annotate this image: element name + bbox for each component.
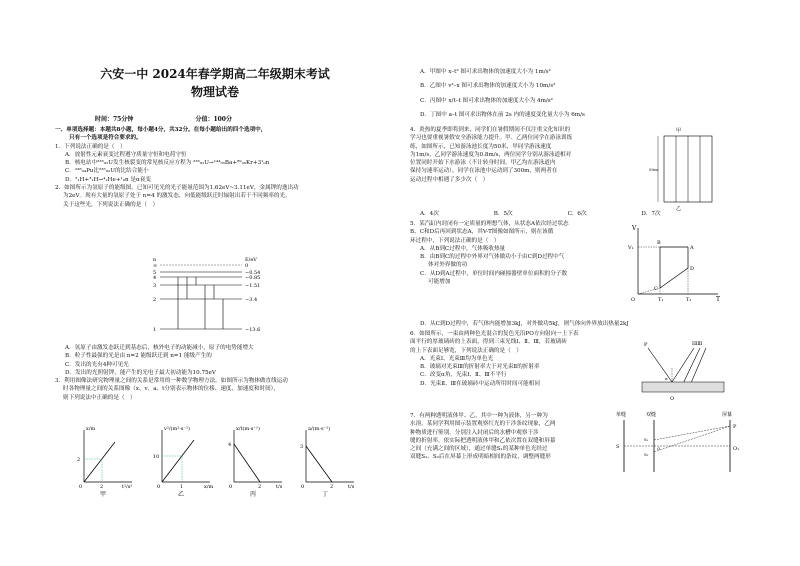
q3-stem-2: 时各物理量之间的关系图像（x、v、a、t分别表示物体的位移、速度、加速度和时间）， (63, 386, 280, 393)
energy-level-n: 1 (153, 327, 157, 333)
svg-text:2: 2 (258, 484, 262, 490)
double-slit-diagram (612, 410, 752, 480)
n-axis-label: n (153, 257, 157, 263)
screen-label: 屏幕 (722, 412, 733, 418)
svg-text:3: 3 (300, 444, 304, 450)
q2-stem-1: 2．如图所示为氢原子的能级图，已知可见光的光子能量范围为1.62eV~3.11eV，金属钾的逸出功 (55, 185, 299, 192)
q2-option-c: C．发出的光有4种可见光 (65, 361, 129, 368)
t1-label: T₁ (658, 297, 664, 302)
q5-line-3: 环过程中，下列说法正确的是（ ） (410, 237, 500, 244)
q6-line-1: 6．如图所示，一束由两种色光混合的复色光沿PO方向射向一上下表 (410, 331, 579, 337)
q7-line-4: 缝的折射率，依实际把透明液体甲和乙依次置在双缝和屏幕 (410, 437, 556, 444)
svg-text:2: 2 (77, 457, 81, 463)
graph-bing (228, 425, 283, 497)
q3-stem-1: 3．利用图像法研究物理量之间的关系是常用的一种数学物理方法。如图所示为物体做直线运动 (55, 378, 288, 385)
q1-option-c: C．²³⁸₉₄Pu比²³⁵₉₂U的比结合能小 (65, 168, 149, 175)
left-column (55, 126, 373, 209)
q7-block (410, 412, 615, 462)
ray-labels: ⅠⅡⅢ (692, 341, 703, 347)
source-s-label: S (616, 444, 620, 450)
v1-label: V₁ (628, 245, 634, 251)
q5-option-c-cont: 可能增加 (428, 279, 451, 286)
q5-block (410, 220, 620, 286)
q2-option-b: B．粒子性最强的光是由 n=2 能级跃迁到 n=1 能级产生的 (65, 353, 212, 360)
point-o-7: O (657, 446, 661, 451)
energy-level-value: −0.54 (245, 270, 261, 276)
slit-s2-label: S₂ (644, 452, 649, 457)
graph-ding (300, 425, 355, 497)
q3-stem-3: 则下列说法中正确的是（ ） (63, 394, 136, 401)
q4-line-2: 学习也要重视暑假安全游泳能力提升。甲、乙两位同学在游泳训练 (410, 135, 573, 142)
energy-level-diagram (150, 255, 280, 335)
pool-length: 50m (649, 167, 658, 172)
svg-text:0: 0 (79, 484, 83, 490)
svg-text:1: 1 (180, 484, 184, 490)
exam-subtitle: 物理试卷 (190, 85, 239, 99)
svg-text:a/(m·s⁻²): a/(m·s⁻²) (308, 426, 331, 432)
q6-option-d: D．光束Ⅱ、Ⅲ在玻璃砖中运动所用时间可能相同 (420, 380, 540, 387)
q4-line-3: 练，如图所示，已知游泳池长度为50米，甲同学游泳速度 (410, 143, 552, 150)
svg-text:0: 0 (157, 484, 161, 490)
q6-option-a: A．光束Ⅰ、光束Ⅲ均为单色光 (420, 355, 494, 362)
point-b: B (657, 240, 661, 246)
q3-graphs (70, 422, 370, 497)
q5-option-d: D．从C到D过程中，若气体内能增加3kJ，对外做功5kJ，则气体向外界放出热量2kJ (420, 321, 629, 327)
double-slit-label: 双缝 (646, 412, 657, 418)
energy-level-n: ∞ (153, 263, 158, 269)
q1-stem: 1．下列说法正确的是（ ） (55, 143, 126, 150)
graph-label-ding: 丁 (322, 491, 329, 497)
angle-alpha: α (665, 376, 668, 381)
q4-option-a: A．4次 (420, 211, 439, 217)
graph-yi (153, 425, 214, 497)
ray-p-label: P (644, 342, 648, 348)
e-axis-label: E/eV (245, 257, 257, 263)
svg-text:x/m: x/m (86, 426, 96, 432)
svg-text:v²/(m²·s⁻²): v²/(m²·s⁻²) (164, 426, 190, 432)
q4-option-b: B．5次 (493, 211, 513, 217)
q5-option-c: C．从D到A过程中，单位时间内碰撞器壁单位面积的分子数 (420, 270, 568, 277)
q4-block (410, 126, 645, 184)
v-axis-label: V (632, 225, 637, 232)
svg-text:x/m: x/m (204, 484, 214, 490)
q5-option-b: B．由B到C的过程中外界对气体做功小于由C到D过程中气 (420, 254, 565, 261)
slit-s1-label: S₁ (644, 437, 649, 442)
q4-option-c: C．6次 (567, 211, 587, 217)
point-d: D (690, 266, 695, 272)
q2-option-a: A．氢原子由激发态跃迁到基态后，核外电子的动能减小，原子的电势能增大 (65, 345, 254, 351)
energy-level-value: −13.6 (245, 327, 261, 333)
q4-line-1: 4．炎热的夏季即将到来，同学们在暑假期间不仅注重文化知识的 (410, 127, 571, 133)
graph-jia (77, 426, 132, 497)
svg-text:t²/s²: t²/s² (122, 484, 133, 490)
svg-text:2: 2 (100, 484, 104, 490)
q5-line-1: 5．某汽缸内封闭有一定质量的理想气体，从状态A依次经过状态 (410, 221, 569, 227)
energy-level-n: 4 (153, 275, 157, 281)
q2-stem-2: 为2eV。现有大量的氢原子处于 n=4 的激发态，向低能级跃迁时辐射出若干不同频率的光。 (63, 193, 291, 200)
graph-label-jia: 甲 (100, 491, 107, 497)
pool-label-jia: 甲 (676, 128, 682, 134)
q6-line-2: 面平行的厚玻璃砖的上表面，得到三束光线Ⅰ、Ⅱ、Ⅲ，若玻璃砖 (410, 339, 567, 346)
q6-block (410, 330, 630, 388)
right-column (410, 68, 760, 119)
q1-option-b: B．核电站中²³⁵₉₂U发生核裂变的常见核反应方程为 ²³⁵₉₂U→¹⁴⁴₅₆Ba+⁸⁹₃₆Kr+3¹₀n (65, 160, 270, 167)
exam-score: 分值：100分 (195, 116, 232, 123)
q4-option-d: D．7次 (641, 211, 661, 217)
q3-option-c: C．丙图中 x/t–t 图可求出物体的加速度大小为 4m/s² (420, 97, 553, 104)
svg-text:0: 0 (301, 484, 305, 490)
glass-diagram (638, 338, 728, 408)
q1-option-d: D．²₁H+³₁H→⁴₂He+¹₀n 是α衰变 (65, 176, 151, 183)
pool-diagram (648, 126, 718, 214)
q5-option-a: A．从B到C过程中，气体吸收热量 (420, 245, 506, 252)
point-c: C (654, 286, 658, 292)
graph-label-yi: 乙 (178, 491, 185, 497)
section-heading-2: 只有一个选项是符合要求的。 (69, 135, 142, 142)
energy-level-n: 2 (153, 297, 157, 303)
svg-text:2: 2 (330, 484, 334, 490)
pool-label-yi: 乙 (676, 206, 682, 212)
svg-text:4: 4 (228, 442, 232, 448)
section-heading: 一、单项选择题：本题共8小题，每小题4分，共32分。在每小题给出的四个选项中， (55, 127, 267, 133)
q4-line-4: 为1m/s，乙同学游泳速度为0.8m/s，两位同学分别从游泳道相对 (410, 151, 572, 158)
origin-label: O (631, 297, 636, 302)
q3-option-b: B．乙图中 v²–x 图可求出物体的加速度大小为 10m/s² (420, 83, 556, 90)
q6-option-c: C．改变α角，光束Ⅰ、Ⅱ、Ⅲ不平行 (420, 372, 507, 379)
q7-line-3: 种物质进行鉴别，分别注入封闭后的水槽中观察干涉 (410, 429, 539, 436)
svg-text:0: 0 (229, 484, 233, 490)
energy-level-value: −1.51 (245, 283, 261, 289)
q5-option-b-cont: 体对外界做的功 (428, 262, 468, 269)
point-a: A (690, 245, 694, 251)
energy-level-value: 0 (245, 263, 249, 269)
q4-line-7: 运动过程中相遇了多少次（ ） (410, 176, 489, 183)
q7-line-5: 之间（充满之间的区域），通过单缝S₁的某种单色光经过 (410, 446, 548, 453)
q2-option-d: D．发出的光照射钾，能产生的光电子最大初动能为10.75eV (65, 369, 216, 376)
svg-text:10: 10 (153, 454, 160, 460)
exam-time: 时间：75分钟 (95, 116, 134, 123)
left-column-2 (55, 344, 373, 402)
point-o-label: O (670, 396, 675, 402)
svg-text:x/t(m·s⁻¹): x/t(m·s⁻¹) (236, 426, 260, 432)
single-slit-label: 单缝 (616, 412, 627, 418)
q5-option-d-row (420, 320, 760, 328)
svg-text:t/s: t/s (348, 484, 355, 490)
q3-option-a: A．甲图中 x–t² 图可求出物体的加速度大小为 1m/s² (420, 69, 551, 75)
point-p-7: P (733, 424, 737, 430)
q6-line-3: 的上下表面足够宽，下列说法正确的是（ ） (410, 347, 522, 354)
q7-line-2: 水溶。某同学利用图示装置观察红光的干涉条纹现象，乙两 (410, 421, 556, 428)
q7-line-6: 双缝S₁、S₂后在屏幕上形成明暗相间的条纹，调整两缝形 (410, 454, 551, 461)
energy-level-n: 3 (153, 283, 157, 289)
energy-level-value: −3.4 (245, 297, 258, 303)
point-o1-7: O₁ (733, 446, 740, 452)
q1-option-a: A．放射性元素衰变过程遵守质量守恒和电荷守恒 (65, 151, 187, 158)
q6-option-b: B．玻璃对光束Ⅲ的折射率大于对光束Ⅱ的折射率 (420, 364, 540, 371)
t-axis-label: T (716, 296, 721, 302)
exam-meta (95, 114, 292, 123)
q4-line-6: 保持匀速率运动），同学在泳池中运动到了300m，则两者在 (410, 168, 558, 175)
energy-level-value: −0.85 (245, 275, 261, 281)
t2-label: T₂ (686, 297, 692, 302)
svg-text:t/s: t/s (276, 484, 283, 490)
energy-level-n: 5 (153, 270, 157, 276)
exam-title: 六安一中 2024年春学期高二年级期末考试 (100, 67, 330, 81)
q2-stem-3: 关于这些光，下列说法正确的是（ ） (63, 201, 159, 208)
q7-line-1: 7．有两种透明液体甲、乙，其中一种为液体，另一种为 (410, 413, 548, 419)
q4-line-5: 位置同时开始下水游泳（不计转身时间，甲乙均在游泳道内 (410, 160, 556, 167)
q3-option-d: D．丁图中 a–t 图可求出物体在前 2s 内的速度变化量大小为 6m/s (420, 111, 585, 118)
q5-line-2: B、C和D后再回到状态A，其V-T图像如图所示，则在该循 (410, 229, 554, 236)
graph-label-bing: 丙 (250, 491, 257, 497)
vt-diagram (628, 222, 723, 302)
